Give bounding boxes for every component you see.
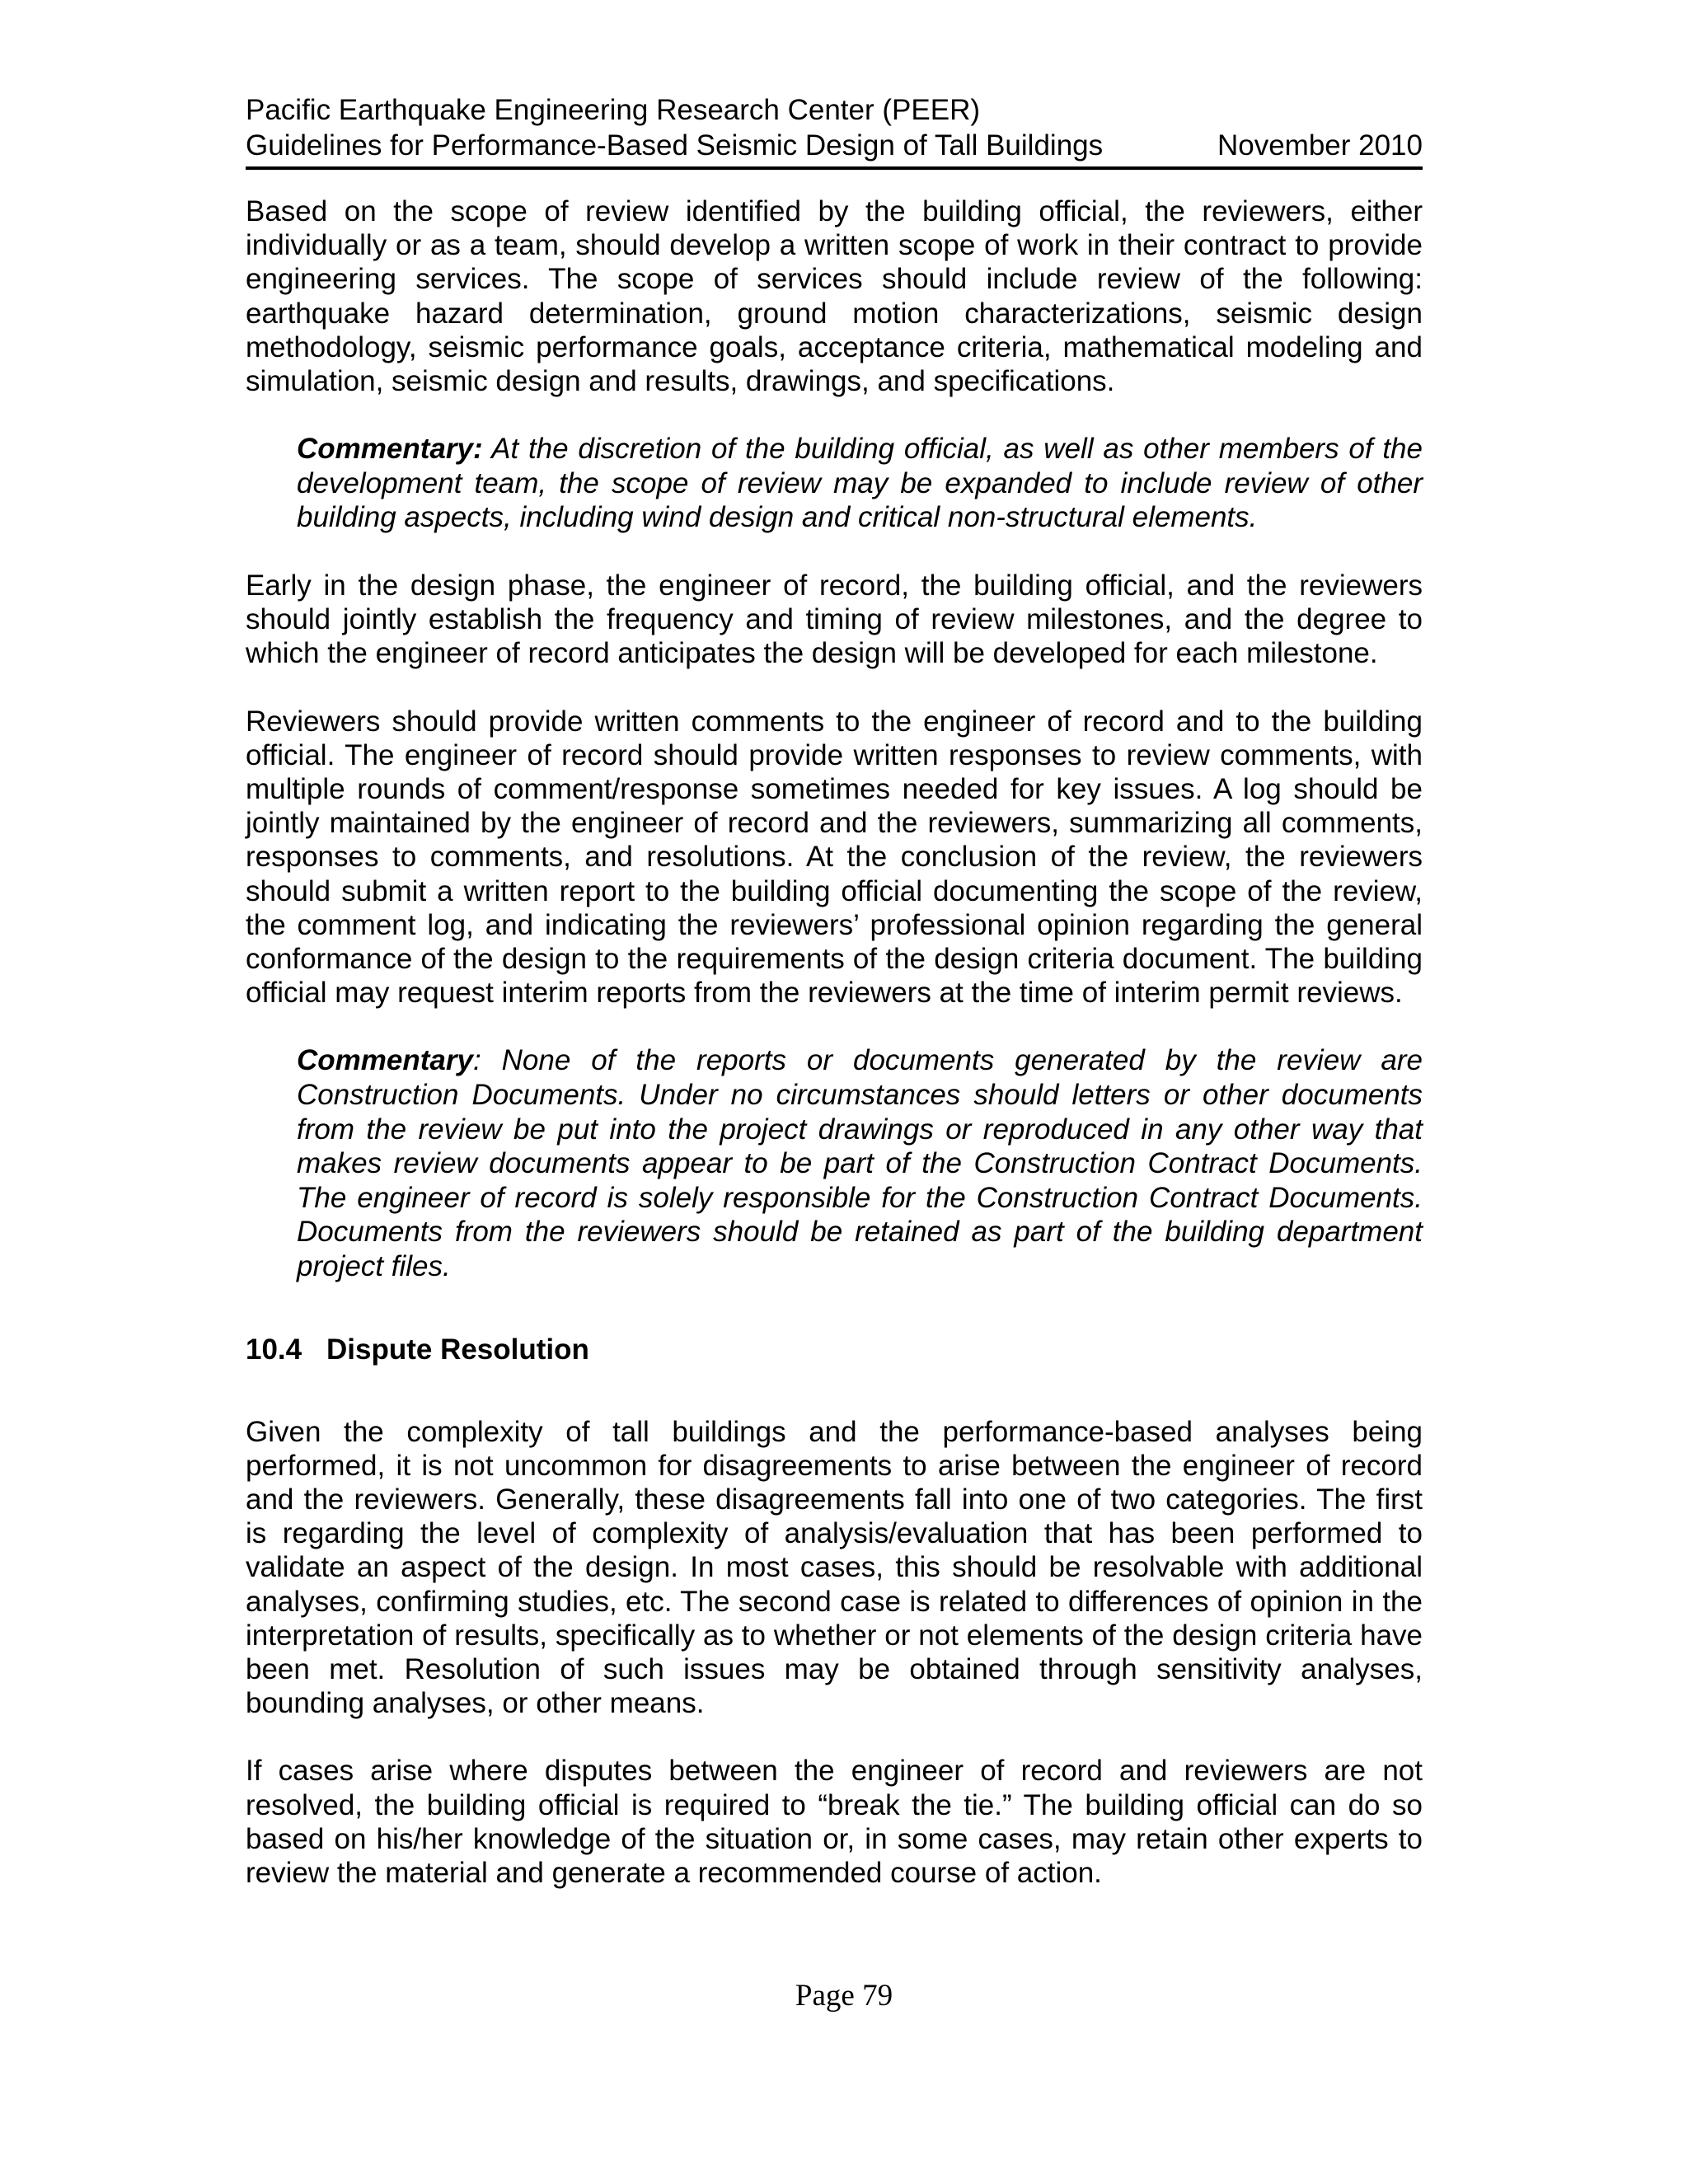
commentary-label: Commentary [297,1044,473,1077]
paragraph-review-milestones: Early in the design phase, the engineer of record, the building official, and the reviewers should jointly establish the frequency and timing of review milestones, and the degree to which the engineer of record anticipates the design will be developed for each milestone. [246,569,1423,670]
paragraph-written-comments: Reviewers should provide written comments to the engineer of record and to the building official. The engineer of record should provide written responses to review comments, with multiple rounds of comment/response sometimes needed for key issues. A log should be jointly maintained by the engineer of record and the reviewers, summarizing all comments, responses to comments, and resolutions. At the conclusion of the review, the reviewers should submit a written report to the building official documenting the scope of the review, the comment log, and indicating the reviewers’ professional opinion regarding the general conformance of the design to the requirements of the design criteria document. The building official may request interim reports from the reviewers at the time of interim permit reviews. [246,705,1423,1010]
paragraph-break-the-tie: If cases arise where disputes between the engineer of record and reviewers are not resolved, the building official is required to “break the tie.” The building official can do so based on his/her knowledge of the situation or, in some cases, may retain other experts to review the material and generate a recommended course of action. [246,1755,1423,1890]
header-org: Pacific Earthquake Engineering Research Center (PEER) [246,94,980,126]
section-number: 10.4 [246,1333,302,1366]
commentary-construction-documents [297,1043,1423,1283]
commentary-scope [297,432,1423,535]
header-row [246,128,1423,163]
section-heading [246,1333,1423,1367]
paragraph-scope-of-work: Based on the scope of review identified by the building official, the reviewers, either individually or as a team, should develop a written scope of work in their contract to provide engineering services. The scope of services should include review of the following: earthquake hazard determination, ground motion characterizations, seismic design methodology, seismic performance goals, acceptance criteria, mathematical modeling and simulation, seismic design and results, drawings, and specifications. [246,195,1423,398]
commentary-text: At the discretion of the building official, as well as other members of the development team, the scope of review may be expanded to include review of other building aspects, including wind design and critical non-structural elements. [297,433,1423,534]
page-number: Page 79 [795,1979,893,2013]
header-date: November 2010 [1217,129,1423,162]
section-title: Dispute Resolution [326,1333,589,1366]
commentary-text: : None of the reports or documents generated by the review are Construction Documents. Under no circumstances should letters or other documents from the review be put into the project drawings or reproduced in any other way that makes review documents appear to be part of the Construction Contract Documents. The engineer of record is solely responsible for the Construction Contract Documents. Documents from the reviewers should be retained as part of the building department project files. [297,1044,1423,1282]
commentary-label: Commentary: [297,433,483,466]
running-header [246,92,1423,170]
paragraph-disagreements: Given the complexity of tall buildings and the performance-based analyses being performed, it is not uncommon for disagreements to arise between the engineer of record and the reviewers. Generally, these disagreements fall into one of two categories. The first is regarding the level of complexity of analysis/evaluation that has been performed to validate an aspect of the design. In most cases, this should be resolvable with additional analyses, confirming studies, etc. The second case is related to differences of opinion in the interpretation of results, specifically as to whether or not elements of the design criteria have been met. Resolution of such issues may be obtained through sensitivity analyses, bounding analyses, or other means. [246,1415,1423,1720]
document-page [246,92,1423,1890]
header-title: Guidelines for Performance-Based Seismic Design of Tall Buildings [246,129,1104,162]
